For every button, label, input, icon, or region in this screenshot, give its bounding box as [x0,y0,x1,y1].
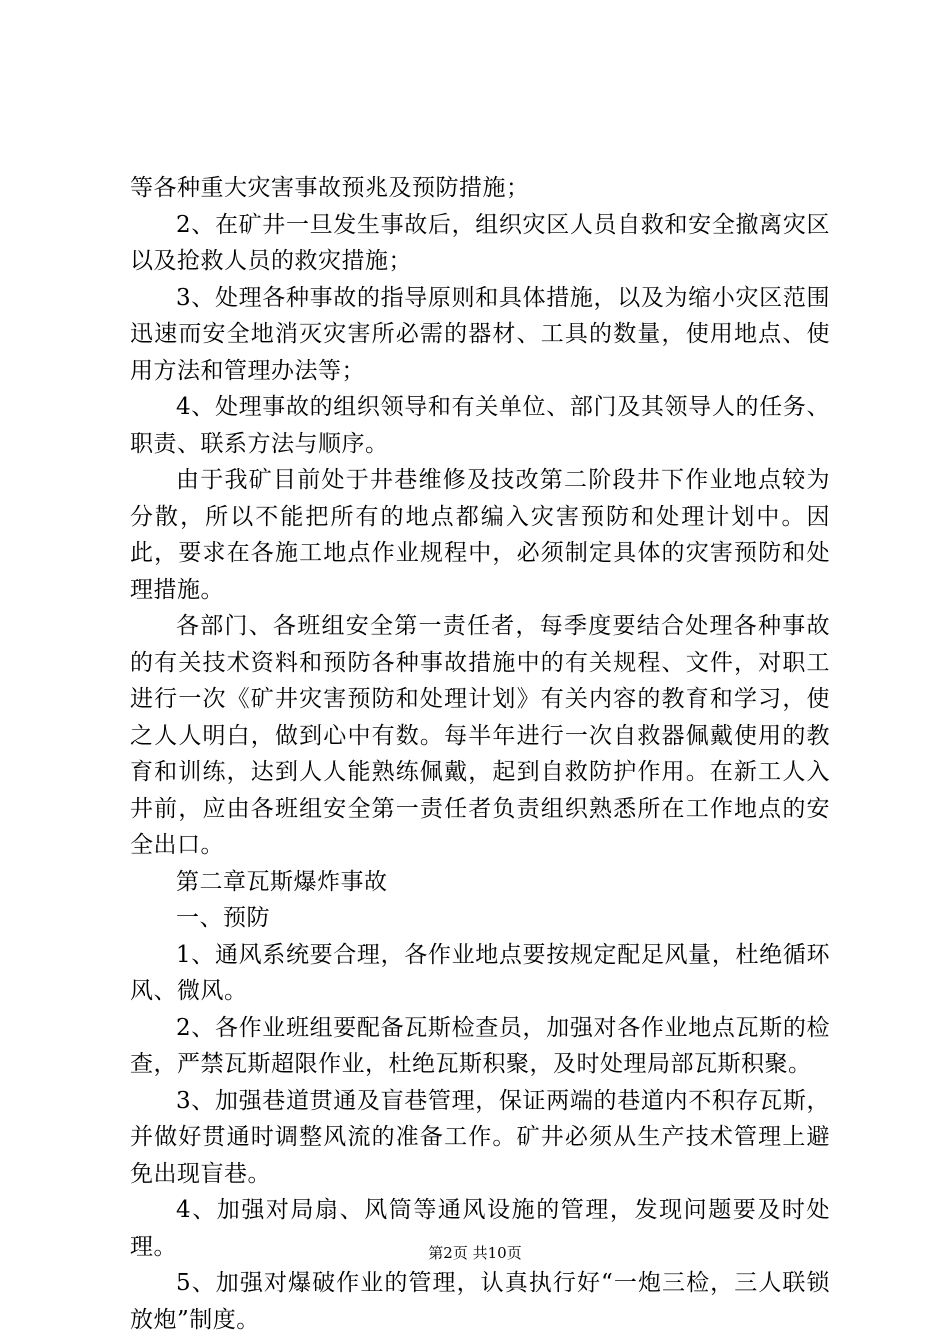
paragraph-item-2: 2、在矿井一旦发生事故后，组织灾区人员自救和安全撤离灾区以及抢救人员的救灾措施； [130,211,830,274]
paragraph-item-3: 3、处理各种事故的指导原则和具体措施，以及为缩小灾区范围迅速而安全地消灭灾害所必需的器材、工具的数量，使用地点、使用方法和管理办法等； [130,284,830,384]
prevention-item-2: 2、各作业班组要配备瓦斯检查员，加强对各作业地点瓦斯的检查，严禁瓦斯超限作业，杜绝瓦斯积聚，及时处理局部瓦斯积聚。 [130,1014,830,1077]
paragraph-training: 各部门、各班组安全第一责任者，每季度要结合处理各种事故的有关技术资料和预防各种事故措施中的有关规程、文件，对职工进行一次《矿井灾害预防和处理计划》有关内容的教育和学习，使之人人明白，做到心中有数。每半年进行一次自救器佩戴使用的教育和训练，达到人人能熟练佩戴，起到自救防护作用。在新工人入井前，应由各班组安全第一责任者负责组织熟悉所在工作地点的安全出口。 [130,613,830,858]
prevention-item-1: 1、通风系统要合理，各作业地点要按规定配足风量，杜绝循环风、微风。 [130,941,830,1004]
prevention-item-4: 4、加强对局扇、风筒等通风设施的管理，发现问题要及时处理。 [130,1197,830,1260]
document-body [130,170,830,1338]
paragraph-item-4: 4、处理事故的组织领导和有关单位、部门及其领导人的任务、职责、联系方法与顺序。 [130,394,830,457]
prevention-item-3: 3、加强巷道贯通及盲巷管理，保证两端的巷道内不积存瓦斯，并做好贯通时调整风流的准备工作。矿井必须从生产技术管理上避免出现盲巷。 [130,1087,830,1187]
section-heading-prevention: 一、预防 [176,905,270,931]
paragraph-scattered-sites: 由于我矿目前处于井巷维修及技改第二阶段井下作业地点较为分散，所以不能把所有的地点都编入灾害预防和处理计划中。因此，要求在各施工地点作业规程中，必须制定具体的灾害预防和处理措施。 [130,467,830,603]
page-footer: 第2页 共10页 [428,1244,522,1262]
paragraph-continuation: 等各种重大灾害事故预兆及预防措施； [130,175,530,201]
prevention-item-5: 5、加强对爆破作业的管理，认真执行好“一炮三检，三人联锁放炮”制度。 [130,1270,830,1333]
chapter-heading: 第二章瓦斯爆炸事故 [176,868,388,895]
